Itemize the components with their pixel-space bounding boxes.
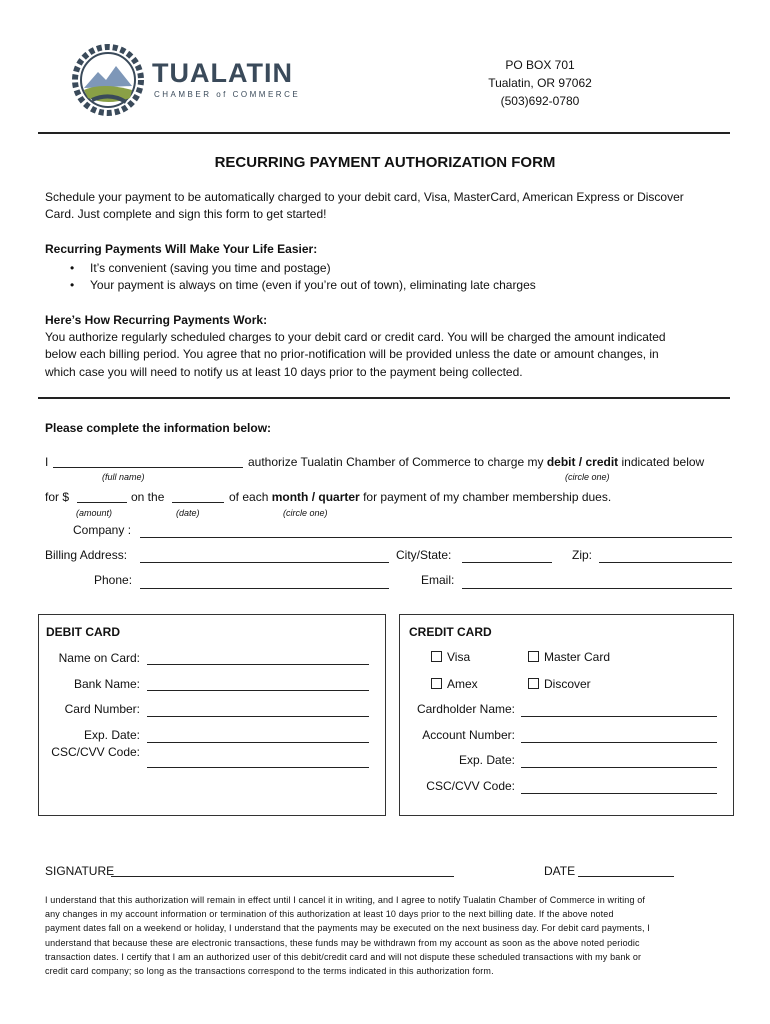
auth-end: indicated below <box>621 455 705 469</box>
billing-field[interactable] <box>140 562 389 563</box>
logo-gear-icon <box>72 44 144 116</box>
legal-line-1: I understand that this authorization will remain in effect until I cancel it in writing, and I agree to notify Tualatin Chamber of Commerce in writing of <box>45 895 646 905</box>
visa-option[interactable] <box>431 650 470 664</box>
address-line1: PO BOX 701 <box>505 58 575 72</box>
holder-field[interactable] <box>521 716 717 717</box>
zip-field[interactable] <box>599 562 732 563</box>
signature-label: SIGNATURE <box>45 864 115 878</box>
address-block <box>440 56 640 110</box>
for-payment-label: for payment of my chamber membership dues. <box>363 490 612 504</box>
complete-heading: Please complete the information below: <box>45 421 272 435</box>
email-label: Email: <box>421 573 455 587</box>
billing-label: Billing Address: <box>45 548 128 562</box>
benefits-heading: Recurring Payments Will Make Your Life Easier: <box>45 242 318 256</box>
header-divider <box>38 132 730 134</box>
debit-heading: DEBIT CARD <box>46 625 120 639</box>
phone-label: Phone: <box>94 573 133 587</box>
how-line1: You authorize regularly scheduled charges to your debit card or credit card. You will be charged the amount indicated <box>45 330 666 344</box>
auth-choice[interactable]: debit / credit <box>546 455 619 469</box>
legal-line-5: transaction dates. I certify that I am an authorized user of this debit/credit card and will not dispute these scheduled transactions with my bank or <box>45 951 642 962</box>
for-label: for $ <box>45 490 70 504</box>
intro-line1: Schedule your payment to be automatically charged to your debit card, Visa, MasterCard, American Express or Discover <box>45 190 684 204</box>
zip-label: Zip: <box>572 548 593 562</box>
mastercard-checkbox[interactable] <box>528 651 539 662</box>
legal-line-3: payment dates fall on a weekend or holiday, I understand that the payments may be executed on the next business day. For debit card payments, I <box>45 923 650 934</box>
legal-line-2: any changes in my account information or termination of this authorization at least 10 days prior to the next billing date. If the above noted <box>45 909 614 920</box>
debit-csc-field[interactable] <box>147 767 369 768</box>
period-text <box>229 490 611 504</box>
circle-one-hint: (circle one) <box>565 472 610 482</box>
legal-text <box>45 893 650 978</box>
address-line2: Tualatin, OR 97062 <box>488 76 592 90</box>
full-name-hint: (full name) <box>102 472 145 482</box>
visa-label: Visa <box>447 650 471 664</box>
legal-line-4: understand that because these are electronic transactions, these funds may be withdrawn from my account as soon as the above noted periodic <box>45 937 640 948</box>
date-hint: (date) <box>176 508 200 518</box>
section-divider <box>38 397 730 399</box>
logo-subtitle: CHAMBER of COMMERCE <box>154 90 301 99</box>
logo <box>72 44 302 116</box>
company-label: Company : <box>73 523 132 537</box>
credit-csc-field[interactable] <box>521 793 717 794</box>
amount-hint: (amount) <box>76 508 113 518</box>
how-line2: below each billing period. You agree that no prior-notification will be provided unless the date or amount changes, in <box>45 347 659 361</box>
visa-checkbox[interactable] <box>431 651 442 662</box>
debit-name-label: Name on Card: <box>58 651 140 665</box>
debit-bank-field[interactable] <box>147 690 369 691</box>
debit-name-field[interactable] <box>147 664 369 665</box>
benefit-item-2: • Your payment is always on time (even if you’re out of town), eliminating late charges <box>90 278 536 292</box>
email-field[interactable] <box>462 588 732 589</box>
auth-i: I <box>45 455 49 469</box>
discover-option[interactable] <box>528 677 591 691</box>
amount-field[interactable] <box>77 502 127 503</box>
how-line3: which case you will need to notify us at least 10 days prior to the payment being collected. <box>45 365 523 379</box>
account-label: Account Number: <box>422 728 515 742</box>
auth-text <box>248 455 704 469</box>
on-the-label: on the <box>131 490 165 504</box>
logo-name: TUALATIN <box>152 58 293 88</box>
mastercard-option[interactable] <box>528 650 610 664</box>
company-field[interactable] <box>140 537 732 538</box>
credit-exp-label: Exp. Date: <box>458 753 515 767</box>
of-each-label: of each <box>229 490 269 504</box>
citystate-label: City/State: <box>396 548 452 562</box>
credit-exp-field[interactable] <box>521 767 717 768</box>
discover-label: Discover <box>544 677 591 691</box>
amex-label: Amex <box>447 677 478 691</box>
debit-exp-label: Exp. Date: <box>83 728 140 742</box>
credit-csc-label: CSC/CVV Code: <box>426 779 515 793</box>
full-name-field[interactable] <box>53 467 243 468</box>
debit-exp-field[interactable] <box>147 742 369 743</box>
period-choice[interactable]: month / quarter <box>271 490 360 504</box>
form-title: RECURRING PAYMENT AUTHORIZATION FORM <box>214 154 556 171</box>
benefit-item-1: • It’s convenient (saving you time and postage) <box>90 261 331 275</box>
legal-line-6: credit card company; so long as the transactions correspond to the terms indicated in this authorization form. <box>45 966 494 977</box>
debit-number-field[interactable] <box>147 716 369 717</box>
debit-bank-label: Bank Name: <box>73 677 140 691</box>
how-heading: Here’s How Recurring Payments Work: <box>45 313 268 327</box>
phone-field[interactable] <box>140 588 389 589</box>
amex-checkbox[interactable] <box>431 678 442 689</box>
date-field[interactable] <box>172 502 224 503</box>
debit-number-label: Card Number: <box>64 702 140 716</box>
debit-csc-label: CSC/CVV Code: <box>51 745 140 759</box>
credit-heading: CREDIT CARD <box>409 625 492 639</box>
auth-text-main: authorize Tualatin Chamber of Commerce to charge my <box>248 455 544 469</box>
date-label: DATE <box>544 864 576 878</box>
mastercard-label: Master Card <box>544 650 611 664</box>
circle-one-hint-2: (circle one) <box>283 508 328 518</box>
holder-label: Cardholder Name: <box>416 702 515 716</box>
citystate-field[interactable] <box>462 562 552 563</box>
discover-checkbox[interactable] <box>528 678 539 689</box>
address-line3: (503)692-0780 <box>500 94 580 108</box>
intro-line2: Card. Just complete and sign this form to get started! <box>45 207 327 221</box>
amex-option[interactable] <box>431 677 478 691</box>
account-field[interactable] <box>521 742 717 743</box>
signature-field[interactable] <box>111 876 454 877</box>
signature-date-field[interactable] <box>578 876 674 877</box>
